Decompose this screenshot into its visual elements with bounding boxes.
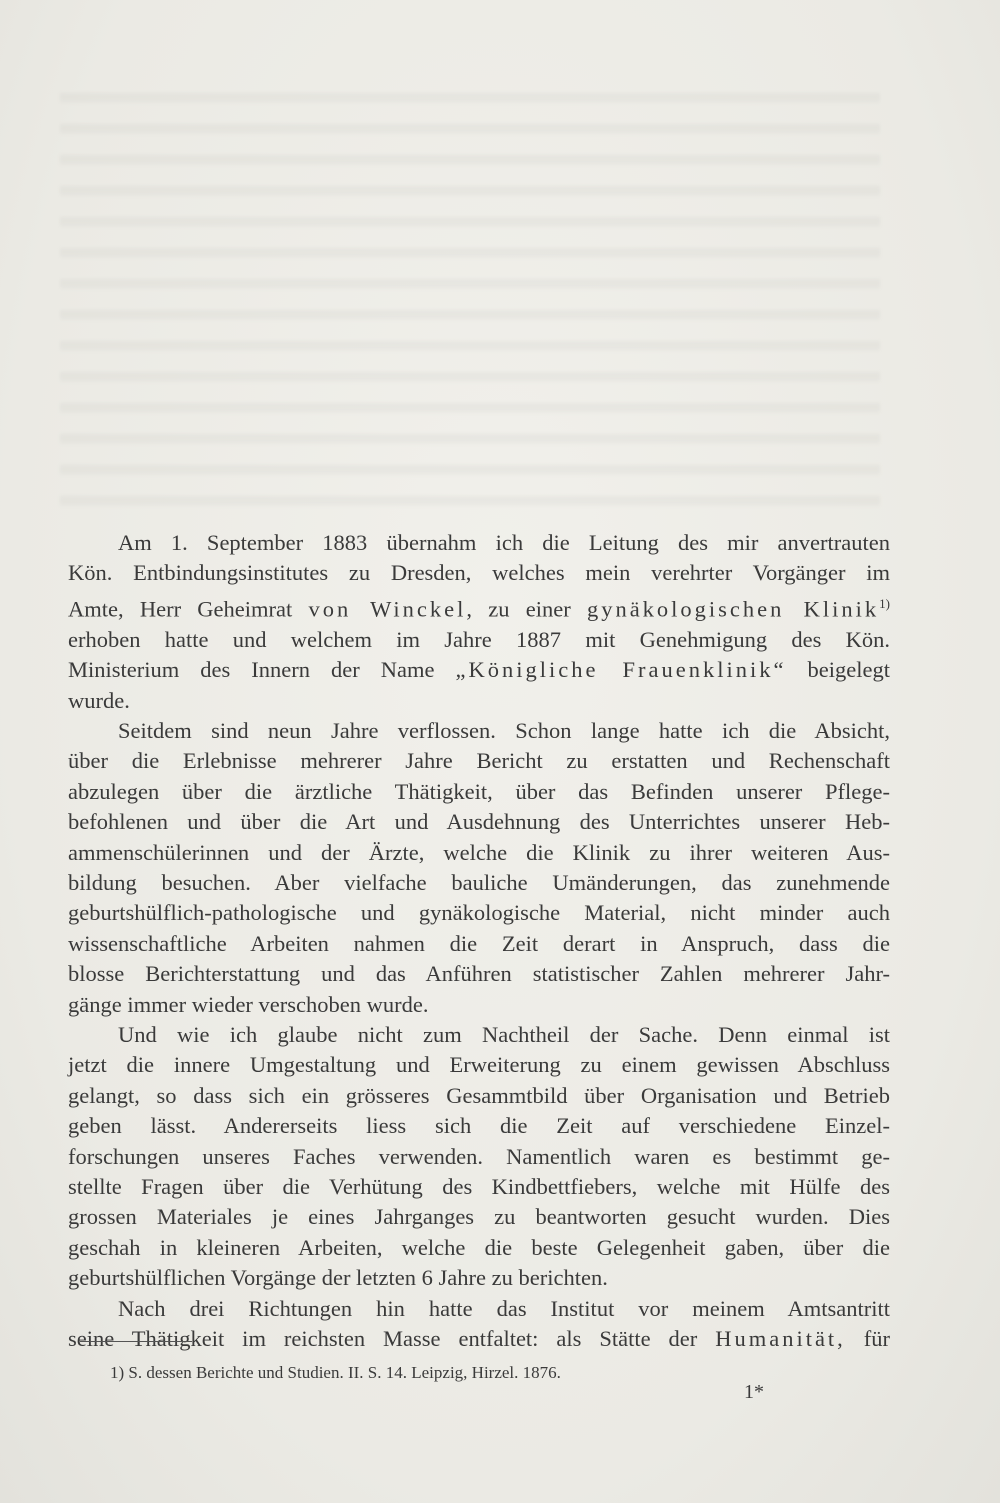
text-line: geburtshülflichen Vorgänge der letzten 6 Jahre zu berichten. xyxy=(68,1265,608,1291)
paragraph-4 xyxy=(68,1294,890,1355)
text-line: Am 1. September 1883 übernahm ich die Leitung des mir anvertrauten xyxy=(118,530,890,555)
body-text xyxy=(68,528,890,1354)
paragraph-3 xyxy=(68,1020,890,1294)
footnote-divider xyxy=(80,1341,192,1342)
paragraph-2 xyxy=(68,716,890,1020)
text-line: forschungen unseres Faches verwenden. Namentlich waren es bestimmt ge- xyxy=(68,1143,890,1169)
spaced-clinic: gynäkologischen Klinik xyxy=(586,596,880,622)
text-line: stellte Fragen über die Verhütung des Kindbettfiebers, welche mit Hülfe des xyxy=(68,1174,890,1200)
text-line: bildung besuchen. Aber vielfache bauliche Umänderungen, das zunehmende xyxy=(68,869,890,895)
footnote-ref: 1) xyxy=(879,595,890,611)
text-line: wissenschaftliche Arbeiten nahmen die Zeit derart in Anspruch, dass die xyxy=(68,930,890,956)
text-line: befohlenen und über die Art und Ausdehnung des Unterrichtes unserer Heb- xyxy=(68,809,890,835)
text-line: seine Thätigkeit im reichsten Masse entfaltet: als Stätte der Humanität, für xyxy=(68,1326,891,1352)
spaced-humanitaet: Humanität, xyxy=(715,1326,846,1352)
bleed-through-texture xyxy=(60,80,880,520)
text-line: über die Erlebnisse mehrerer Jahre Bericht zu erstatten und Rechenschaft xyxy=(68,748,890,774)
text-line: Ministerium des Innern der Name „Königliche Frauenklinik“ beigelegt xyxy=(68,657,891,683)
text-line: jetzt die innere Umgestaltung und Erweiterung zu einem gewissen Abschluss xyxy=(68,1052,890,1078)
spaced-clinic-name: „Königliche Frauenklinik“ xyxy=(455,657,787,683)
text-line: geschah in kleineren Arbeiten, welche die beste Gelegenheit gaben, über die xyxy=(68,1234,890,1260)
text-line: grossen Materiales je eines Jahrganges zu beantworten gesucht wurden. Dies xyxy=(68,1204,890,1230)
text-line: abzulegen über die ärztliche Thätigkeit, über das Befinden unserer Pflege- xyxy=(68,778,890,804)
text-line: Und wie ich glaube nicht zum Nachtheil der Sache. Denn einmal ist xyxy=(118,1022,890,1047)
text-line: erhoben hatte und welchem im Jahre 1887 mit Genehmigung des Kön. xyxy=(68,626,890,652)
signature-mark: 1* xyxy=(744,1381,764,1403)
text-line: Nach drei Richtungen hin hatte das Institut vor meinem Amtsantritt xyxy=(118,1295,890,1321)
text-line: ammenschülerinnen und der Ärzte, welche die Klinik zu ihrer weiteren Aus- xyxy=(68,839,890,865)
paragraph-1 xyxy=(68,528,890,716)
spaced-name: von Winckel xyxy=(308,596,467,622)
text-line: wurde. xyxy=(68,687,130,713)
text-line: geben lässt. Andererseits liess sich die Zeit auf verschiedene Einzel- xyxy=(68,1113,890,1139)
text-line: Amte, Herr Geheimrat von Winckel, zu einer gynäkologischen Klinik$^{1)}$ xyxy=(68,595,890,622)
footnote: 1) S. dessen Berichte und Studien. II. S. 14. Leipzig, Hirzel. 1876. xyxy=(110,1363,561,1382)
text-line: Kön. Entbindungsinstitutes zu Dresden, welches mein verehrter Vorgänger im xyxy=(68,560,890,586)
text-line: Seitdem sind neun Jahre verflossen. Schon lange hatte ich die Absicht, xyxy=(118,717,890,743)
text-line: blosse Berichterstattung und das Anführen statistischer Zahlen mehrerer Jahr- xyxy=(68,961,890,987)
text-line: gänge immer wieder verschoben wurde. xyxy=(68,991,429,1017)
text-line: gelangt, so dass sich ein grösseres Gesammtbild über Organisation und Betrieb xyxy=(68,1082,890,1108)
text-line: geburtshülflich-pathologische und gynäkologische Material, nicht minder auch xyxy=(68,900,890,926)
